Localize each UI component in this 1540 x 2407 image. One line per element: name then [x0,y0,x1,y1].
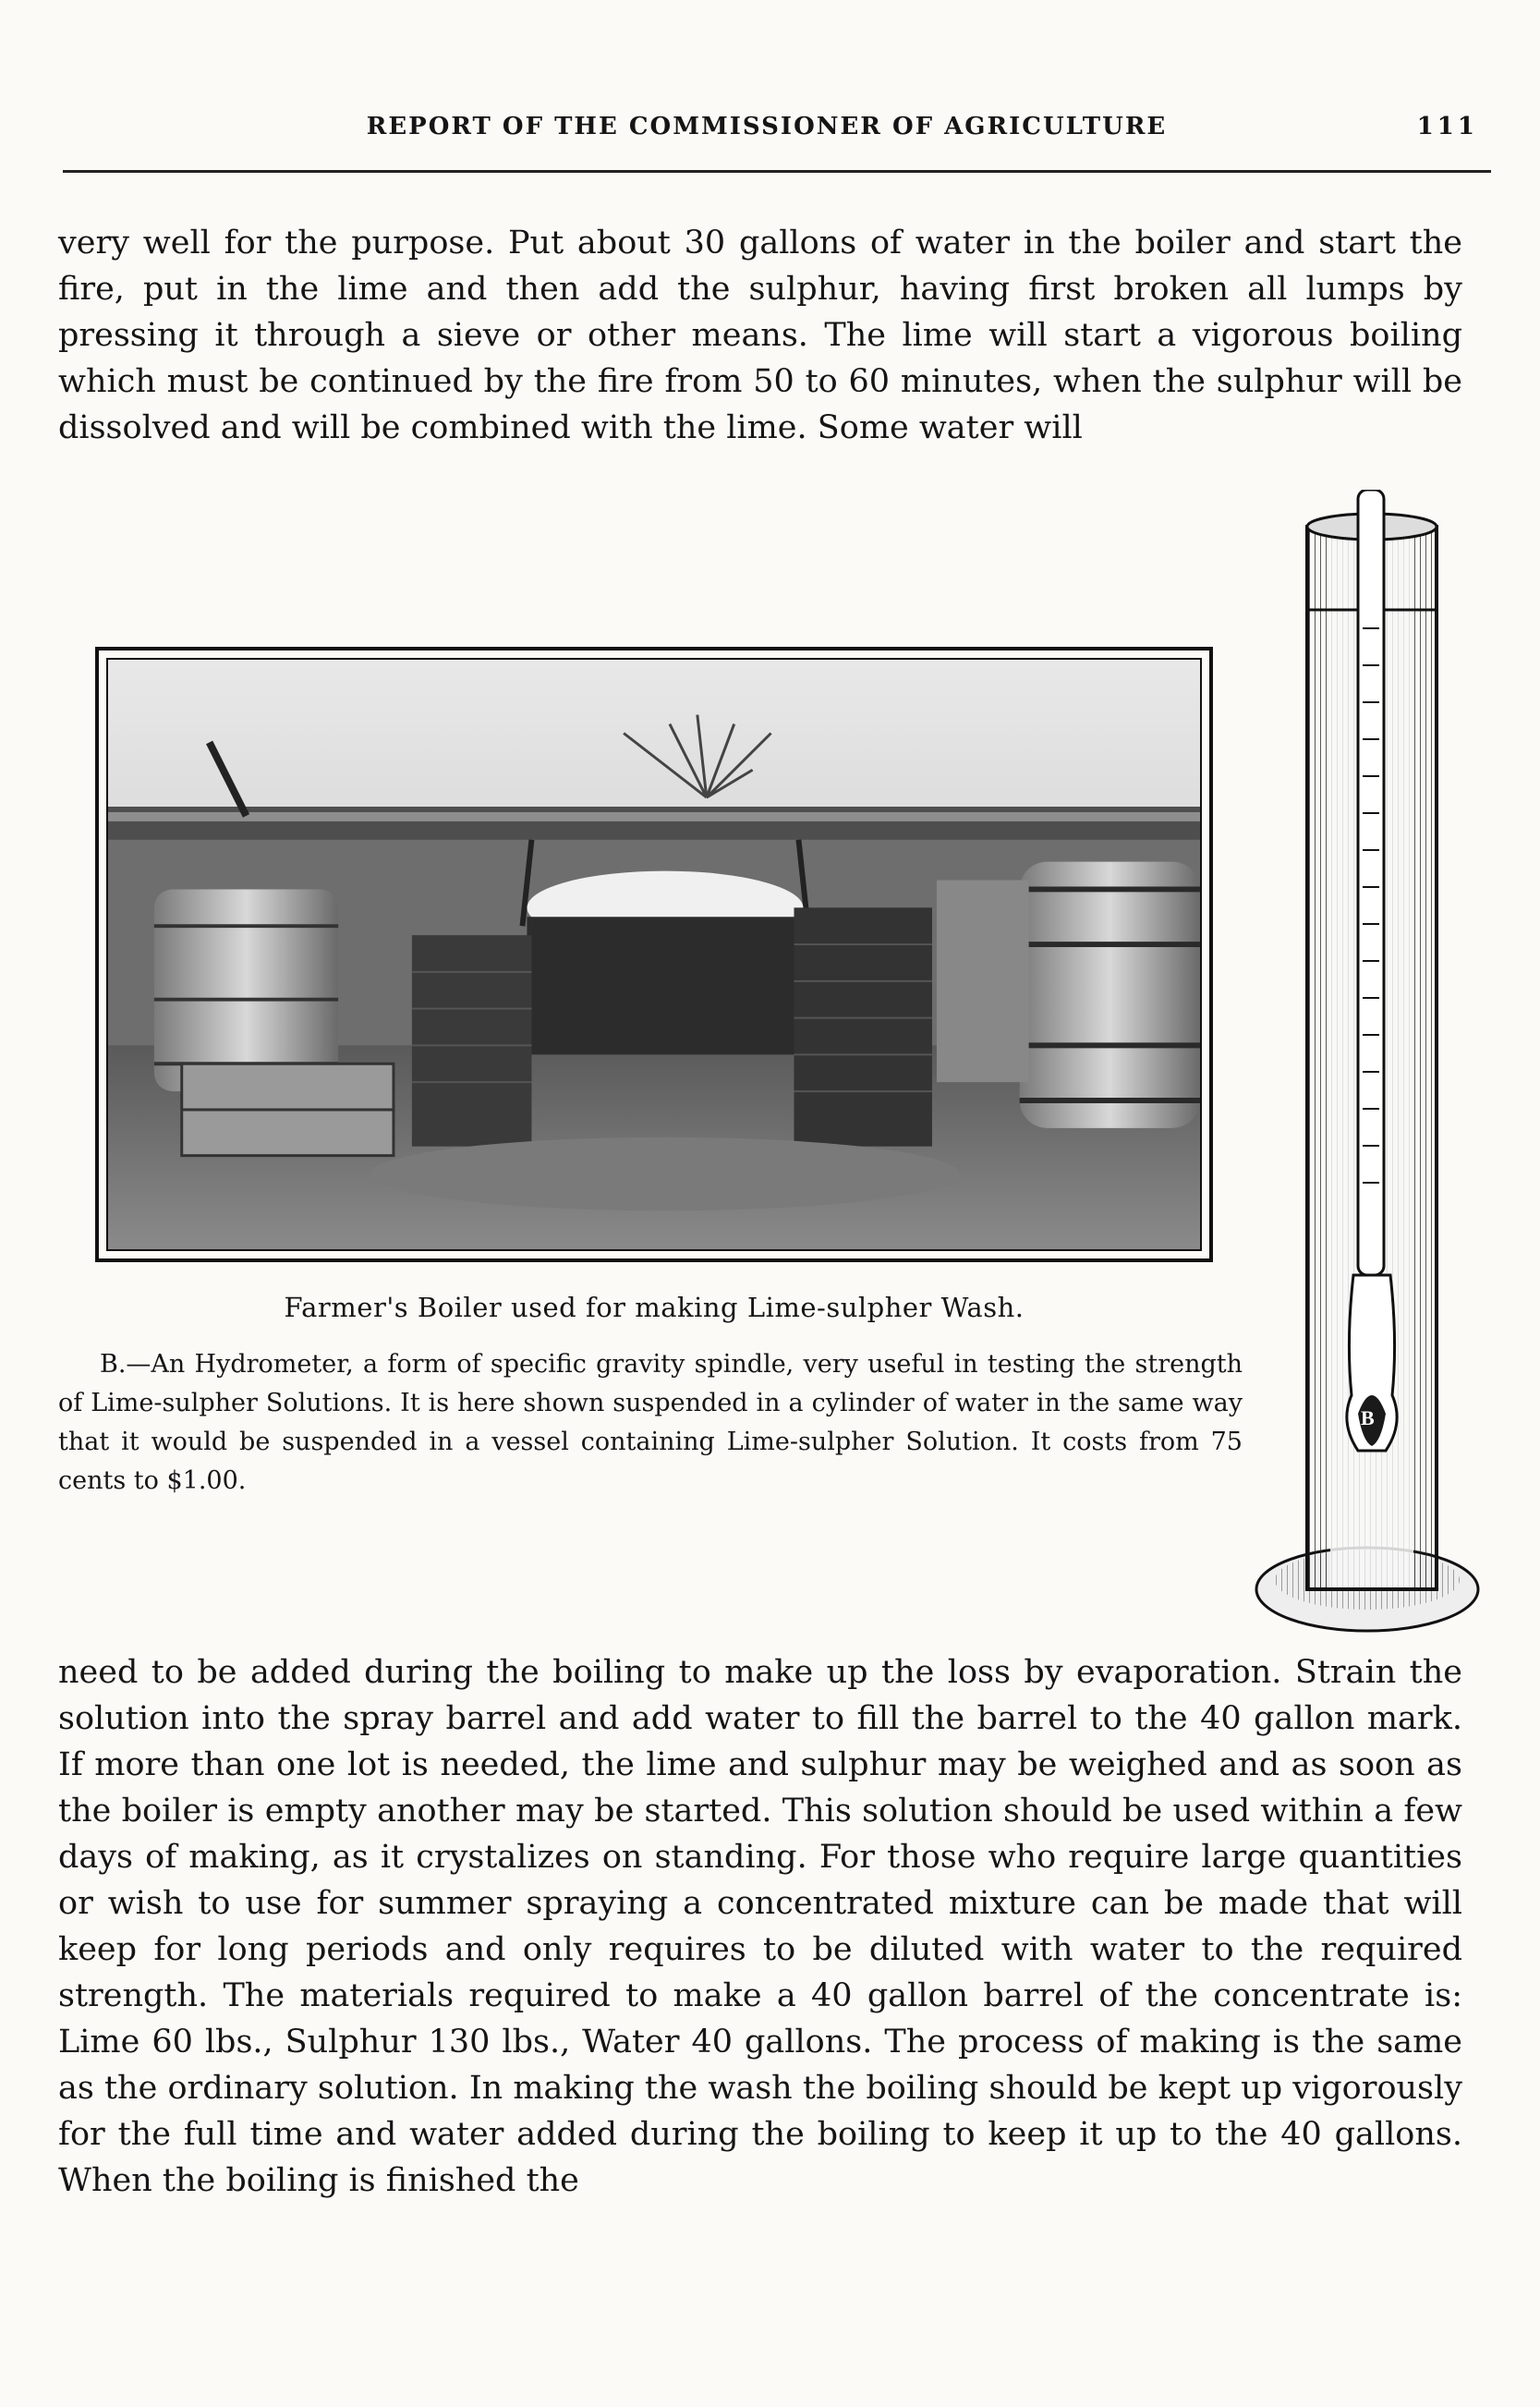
body-paragraph-top: very well for the purpose. Put about 30 gallons of water in the boiler and start the fire, put in the lime and then add the sulphur, having first broken all lumps by pressing it through a sieve or other means. The lime will start a vigorous boiling which must be continued by the fire from 50 to 60 minutes, when the sulphur will be dissolved and will be combined with the lime. Some water will [58,225,1462,446]
page-number: 111 [1416,113,1478,140]
photo-caption: Farmer's Boiler used for making Lime-sulpher Wash. [284,1292,1025,1323]
hydrometer-illustration [1243,490,1485,1640]
boiler-scene-illustration [108,660,1200,1249]
hydrometer-caption: B.—An Hydrometer, a form of specific gravity spindle, very useful in testing the strength of Lime-sulpher Solutions. It is here shown suspended in a cylinder of water in the same way that it would be suspended in a vessel containing Lime-sulpher Solution. It costs from 75 cents to $1.00. [58,1350,1243,1495]
hydrometer-figure [1243,490,1485,1640]
header-rule [63,170,1491,173]
boiler-photo [95,647,1213,1262]
boiler-photo-image [106,658,1202,1251]
hydrometer-label: B [1361,1406,1375,1429]
body-paragraph-bottom: need to be added during the boiling to make up the loss by evaporation. Strain the solution into the spray barrel and add water to fill the barrel to the 40 gallon mark. If more than one lot is needed, the lime and sulphur may be weighed and as soon as the boiler is empty another may be started. This solution should be used within a few days of making, as it crystalizes on standing. For those who require large quantities or wish to use for summer spraying a concentrated mixture can be made that will keep for long periods and only requires to be diluted with water to the required strength. The materials required to make a 40 gallon barrel of the concentrate is: Lime 60 lbs., Sulphur 130 lbs., Water 40 gallons. The process of making is the same as the ordinary solution. In making the wash the boiling should be kept up vigorously for the full time and water added during the boiling to keep it up to the 40 gallons. When the boiling is finished the [58,1654,1462,2199]
running-head-title: REPORT OF THE COMMISSIONER OF AGRICULTURE [366,113,1168,140]
